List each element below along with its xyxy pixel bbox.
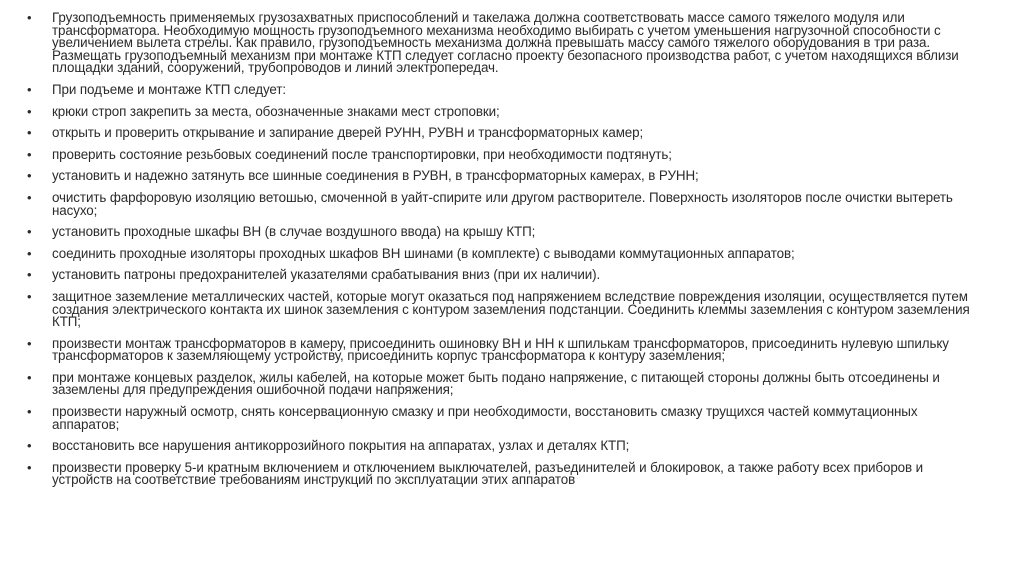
bullet-item — [26, 127, 980, 140]
bullet-item — [26, 12, 980, 75]
bullet-dot-icon: • — [27, 10, 32, 25]
bullet-dot-icon: • — [27, 224, 32, 240]
bullet-item — [26, 226, 980, 239]
bullet-text: защитное заземление металлических частей, которые могут оказаться под напряжением вследствие повреждения изоляции, осуществляется путем создания электрического контакта их шинок заземления с контуром заземления подстанции. Соединить клеммы заземления с контуром заземления КТП; — [52, 288, 970, 330]
bullet-item — [26, 103, 980, 119]
bullet-list — [26, 12, 980, 487]
bullet-text: При подъеме и монтаже КТП следует: — [52, 81, 286, 97]
bullet-text: произвести проверку 5-и кратным включением и отключением выключателей, разъединителей и блокировок, а также работу всех приборов и устройств на соответствие требованиям инструкций по эксплуатации этих аппаратов — [52, 459, 924, 488]
bullet-text: очистить фарфоровую изоляцию ветошью, смоченной в уайт-спирите или другом растворителе. Поверхность изоляторов после очистки вытереть насухо; — [52, 189, 953, 218]
bullet-text: установить и надежно затянуть все шинные соединения в РУВН, в трансформаторных камерах, в РУНН; — [52, 168, 699, 184]
bullet-text: установить проходные шкафы ВН (в случае воздушного ввода) на крышу КТП; — [52, 224, 536, 240]
bullet-dot-icon: • — [27, 168, 32, 184]
bullet-item — [26, 189, 980, 218]
bullet-item — [26, 269, 980, 282]
bullet-item — [26, 245, 980, 261]
bullet-text: установить патроны предохранителей указателями срабатывания вниз (при их наличии). — [52, 267, 601, 283]
bullet-dot-icon: • — [27, 146, 32, 162]
bullet-item — [26, 288, 980, 330]
bullet-dot-icon: • — [27, 189, 32, 205]
bullet-text: произвести монтаж трансформаторов в камеру, присоединить ошиновку ВН и НН к шпилькам трансформаторов, присоединить нулевую шпильку трансформаторов к заземляющему устройству, присоединить корпус трансформатора к контуру заземления; — [52, 335, 949, 364]
bullet-dot-icon: • — [27, 81, 32, 97]
bullet-item — [26, 146, 980, 162]
bullet-dot-icon: • — [27, 438, 32, 454]
bullet-text: крюки строп закрепить за места, обозначенные знаками мест строповки; — [52, 103, 500, 119]
bullet-dot-icon: • — [27, 245, 32, 261]
bullet-text: открыть и проверить открывание и запирание дверей РУНН, РУВН и трансформаторных камер; — [52, 125, 644, 141]
bullet-dot-icon: • — [27, 459, 32, 475]
bullet-item — [26, 81, 980, 97]
bullet-dot-icon: • — [27, 288, 32, 304]
bullet-text: проверить состояние резьбовых соединений после транспортировки, при необходимости подтянуть; — [52, 146, 672, 162]
bullet-dot-icon: • — [27, 369, 32, 385]
bullet-dot-icon: • — [27, 404, 32, 420]
bullet-text: произвести наружный осмотр, снять консервационную смазку и при необходимости, восстановить смазку трущихся частей коммутационных аппаратов; — [52, 404, 918, 432]
bullet-text: соединить проходные изоляторы проходных шкафов ВН шинами (в комплекте) с выводами коммутационных аппаратов; — [52, 245, 795, 261]
bullet-item — [26, 406, 980, 431]
bullet-text: при монтаже концевых разделок, жилы кабелей, на которые может быть подано напряжение, с питающей стороны должны быть отсоединены и заземлены для предупреждения ошибочной подачи напряжения; — [52, 369, 940, 398]
bullet-item — [26, 170, 980, 183]
bullet-dot-icon: • — [27, 267, 32, 283]
bullet-dot-icon: • — [27, 125, 32, 141]
bullet-item — [26, 440, 980, 453]
bullet-item — [26, 335, 980, 364]
bullet-item — [26, 369, 980, 398]
bullet-item — [26, 459, 980, 488]
bullet-dot-icon: • — [27, 335, 32, 351]
bullet-dot-icon: • — [27, 103, 32, 119]
bullet-text: Грузоподъемность применяемых грузозахватных приспособлений и такелажа должна соответствовать массе самого тяжелого модуля или трансформатора. Необходимую мощность грузоподъемного механизма необходимо выбирать с учетом уменьшения нагрузочной способности с увеличением вылета стрелы. Как правило, грузоподъемность механизма должна превышать массу самого тяжелого оборудования в три раза. Размещать грузоподъемный механизм при монтаже КТП следует согласно проекту безопасного производства работ, с учетом находящихся вблизи площадки зданий, сооружений, трубопроводов и линий электропередач. — [52, 10, 959, 76]
bullet-text: восстановить все нарушения антикоррозийного покрытия на аппаратах, узлах и деталях КТП; — [52, 438, 630, 454]
